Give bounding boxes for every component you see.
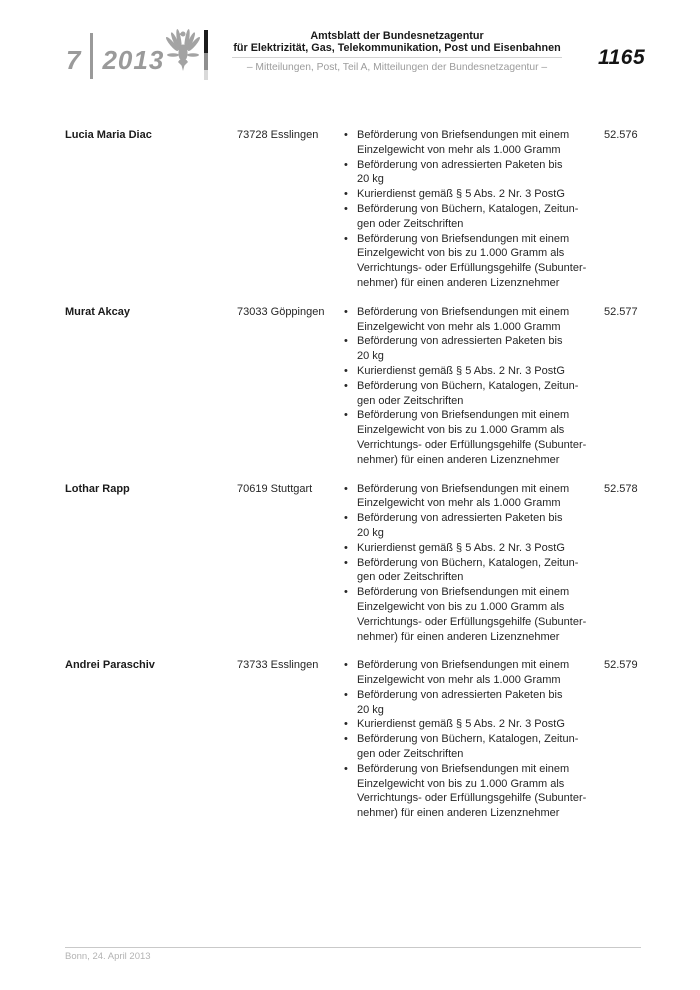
bullet-icon: •: [344, 158, 348, 171]
masthead-title-line2: für Elektrizität, Gas, Telekommunikation, Post und Eisenbahnen: [233, 41, 561, 54]
service-line: Verrichtungs- oder Erfüllungsgehilfe (Subunter-: [357, 615, 587, 628]
service-text: [357, 511, 562, 541]
licensee-location: 73033 Göppingen: [237, 305, 325, 318]
service-line: Beförderung von Briefsendungen mit einem: [357, 659, 570, 672]
entry-row: [65, 658, 645, 821]
footer-rule: [65, 947, 641, 948]
service-line: Einzelgewicht von mehr als 1.000 Gramm: [357, 674, 561, 687]
issue-badge: [66, 33, 164, 79]
licensee-location: 73728 Esslingen: [237, 129, 319, 141]
service-text: [357, 158, 562, 188]
service-text: [357, 732, 578, 762]
entry-row: [65, 482, 645, 645]
service-line: nehmer) für einen anderen Lizenznehmer: [357, 453, 560, 466]
service-item: [344, 128, 604, 158]
service-item: [344, 334, 604, 364]
licensee-name: Lothar Rapp: [65, 482, 130, 495]
service-list: [344, 658, 604, 821]
service-item: [344, 482, 604, 512]
service-list: [344, 305, 604, 468]
service-line: Beförderung von Briefsendungen mit einem: [357, 305, 570, 318]
bullet-icon: •: [344, 659, 348, 672]
service-line: Beförderung von Büchern, Katalogen, Zeitun-: [357, 556, 579, 569]
service-line: Kurierdienst gemäß § 5 Abs. 2 Nr. 3 PostG: [357, 364, 565, 377]
service-text: [357, 556, 578, 586]
issue-year: 2013: [102, 45, 165, 75]
service-line: Beförderung von Büchern, Katalogen, Zeitun-: [357, 202, 579, 215]
service-line: Kurierdienst gemäß § 5 Abs. 2 Nr. 3 PostG: [357, 188, 565, 201]
service-line: 20 kg: [357, 703, 384, 716]
service-text: [357, 688, 562, 718]
masthead-title-line1: Amtsblatt der Bundesnetzagentur: [310, 30, 484, 42]
bullet-icon: •: [344, 556, 348, 569]
service-text: [357, 658, 569, 688]
service-line: Einzelgewicht von bis zu 1.000 Gramm als: [357, 777, 565, 790]
service-text: [357, 202, 578, 232]
service-item: [344, 408, 604, 467]
footer-date: Bonn, 24. April 2013: [65, 951, 151, 962]
service-line: Verrichtungs- oder Erfüllungsgehilfe (Subunter-: [357, 792, 587, 805]
masthead-subtitle: – Mitteilungen, Post, Teil A, Mitteilungen der Bundesnetzagentur –: [246, 62, 548, 74]
licensee-location: 70619 Stuttgart: [237, 482, 313, 495]
service-line: Verrichtungs- oder Erfüllungsgehilfe (Subunter-: [357, 262, 587, 275]
service-line: Beförderung von adressierten Paketen bis: [357, 335, 563, 348]
service-line: gen oder Zeitschriften: [357, 394, 464, 407]
licensee-name: Andrei Paraschiv: [65, 659, 155, 672]
bullet-icon: •: [344, 733, 348, 746]
entry-row: [65, 305, 645, 468]
bullet-icon: •: [344, 305, 348, 318]
service-item: [344, 187, 604, 202]
service-line: 20 kg: [357, 526, 384, 539]
service-item: [344, 202, 604, 232]
service-line: Einzelgewicht von mehr als 1.000 Gramm: [357, 320, 561, 333]
service-line: Beförderung von adressierten Paketen bis: [357, 688, 563, 701]
service-line: Einzelgewicht von mehr als 1.000 Gramm: [357, 143, 561, 156]
service-item: [344, 541, 604, 556]
service-line: nehmer) für einen anderen Lizenznehmer: [357, 630, 560, 643]
service-item: [344, 556, 604, 586]
segment-light: [204, 70, 208, 80]
bullet-icon: •: [344, 762, 348, 775]
bullet-icon: •: [344, 335, 348, 348]
bullet-icon: •: [344, 129, 348, 141]
service-line: gen oder Zeitschriften: [357, 748, 464, 761]
masthead: [228, 31, 566, 73]
service-line: Einzelgewicht von bis zu 1.000 Gramm als: [357, 247, 565, 260]
service-text: [357, 305, 569, 335]
service-line: Beförderung von Briefsendungen mit einem: [357, 129, 570, 141]
page-number: 1165: [598, 46, 646, 69]
bullet-icon: •: [344, 188, 348, 201]
service-text: [357, 128, 569, 158]
service-line: gen oder Zeitschriften: [357, 217, 464, 230]
service-item: [344, 762, 604, 821]
service-item: [344, 364, 604, 379]
licensee-name: Lucia Maria Diac: [65, 129, 152, 141]
service-line: 20 kg: [357, 350, 384, 363]
service-text: [357, 364, 565, 379]
service-text: [357, 408, 586, 467]
service-list: [344, 128, 604, 291]
license-number: 52.578: [604, 482, 638, 495]
bullet-icon: •: [344, 586, 348, 599]
service-item: [344, 658, 604, 688]
service-text: [357, 232, 586, 291]
service-text: [357, 717, 565, 732]
license-number: 52.577: [604, 305, 638, 318]
service-item: [344, 732, 604, 762]
service-line: 20 kg: [357, 173, 384, 186]
logo-segment-bar: [204, 30, 208, 80]
service-item: [344, 511, 604, 541]
service-item: [344, 717, 604, 732]
service-text: [357, 187, 565, 202]
bullet-icon: •: [344, 688, 348, 701]
bullet-icon: •: [344, 512, 348, 525]
service-text: [357, 762, 586, 821]
service-text: [357, 334, 562, 364]
service-line: Beförderung von Briefsendungen mit einem: [357, 409, 570, 422]
service-text: [357, 541, 565, 556]
service-line: Kurierdienst gemäß § 5 Abs. 2 Nr. 3 PostG: [357, 541, 565, 554]
service-text: [357, 585, 586, 644]
bullet-icon: •: [344, 364, 348, 377]
service-line: Einzelgewicht von bis zu 1.000 Gramm als: [357, 424, 565, 437]
service-item: [344, 232, 604, 291]
federal-eagle-icon: [164, 29, 202, 78]
service-line: Einzelgewicht von mehr als 1.000 Gramm: [357, 497, 561, 510]
license-number: 52.579: [604, 659, 638, 672]
service-line: nehmer) für einen anderen Lizenznehmer: [357, 276, 560, 289]
license-number: 52.576: [604, 129, 638, 141]
service-line: Beförderung von adressierten Paketen bis: [357, 512, 563, 525]
service-line: Einzelgewicht von bis zu 1.000 Gramm als: [357, 600, 565, 613]
segment-gray: [204, 53, 208, 70]
service-line: Beförderung von Büchern, Katalogen, Zeitun-: [357, 379, 579, 392]
bullet-icon: •: [344, 541, 348, 554]
licensee-name: Murat Akcay: [65, 305, 131, 318]
bullet-icon: •: [344, 482, 348, 495]
service-line: Beförderung von Briefsendungen mit einem: [357, 482, 570, 495]
service-item: [344, 158, 604, 188]
service-line: Kurierdienst gemäß § 5 Abs. 2 Nr. 3 PostG: [357, 718, 565, 731]
license-entries: [65, 128, 645, 835]
service-line: Beförderung von adressierten Paketen bis: [357, 158, 563, 171]
service-item: [344, 379, 604, 409]
bullet-icon: •: [344, 379, 348, 392]
service-item: [344, 688, 604, 718]
bullet-icon: •: [344, 232, 348, 245]
issue-divider: [90, 33, 93, 79]
service-list: [344, 482, 604, 645]
service-item: [344, 305, 604, 335]
bullet-icon: •: [344, 718, 348, 731]
bullet-icon: •: [344, 202, 348, 215]
masthead-divider: [232, 57, 562, 58]
bullet-icon: •: [344, 409, 348, 422]
licensee-location: 73733 Esslingen: [237, 659, 319, 672]
service-line: Verrichtungs- oder Erfüllungsgehilfe (Subunter-: [357, 438, 587, 451]
service-line: gen oder Zeitschriften: [357, 571, 464, 584]
service-line: nehmer) für einen anderen Lizenznehmer: [357, 807, 560, 820]
issue-number: 7: [66, 45, 82, 75]
service-line: Beförderung von Briefsendungen mit einem: [357, 586, 570, 599]
segment-black: [204, 30, 208, 53]
service-line: Beförderung von Büchern, Katalogen, Zeitun-: [357, 733, 579, 746]
service-line: Beförderung von Briefsendungen mit einem: [357, 762, 570, 775]
service-text: [357, 379, 578, 409]
service-line: Beförderung von Briefsendungen mit einem: [357, 232, 570, 245]
entry-row: [65, 128, 645, 291]
service-item: [344, 585, 604, 644]
service-text: [357, 482, 569, 512]
